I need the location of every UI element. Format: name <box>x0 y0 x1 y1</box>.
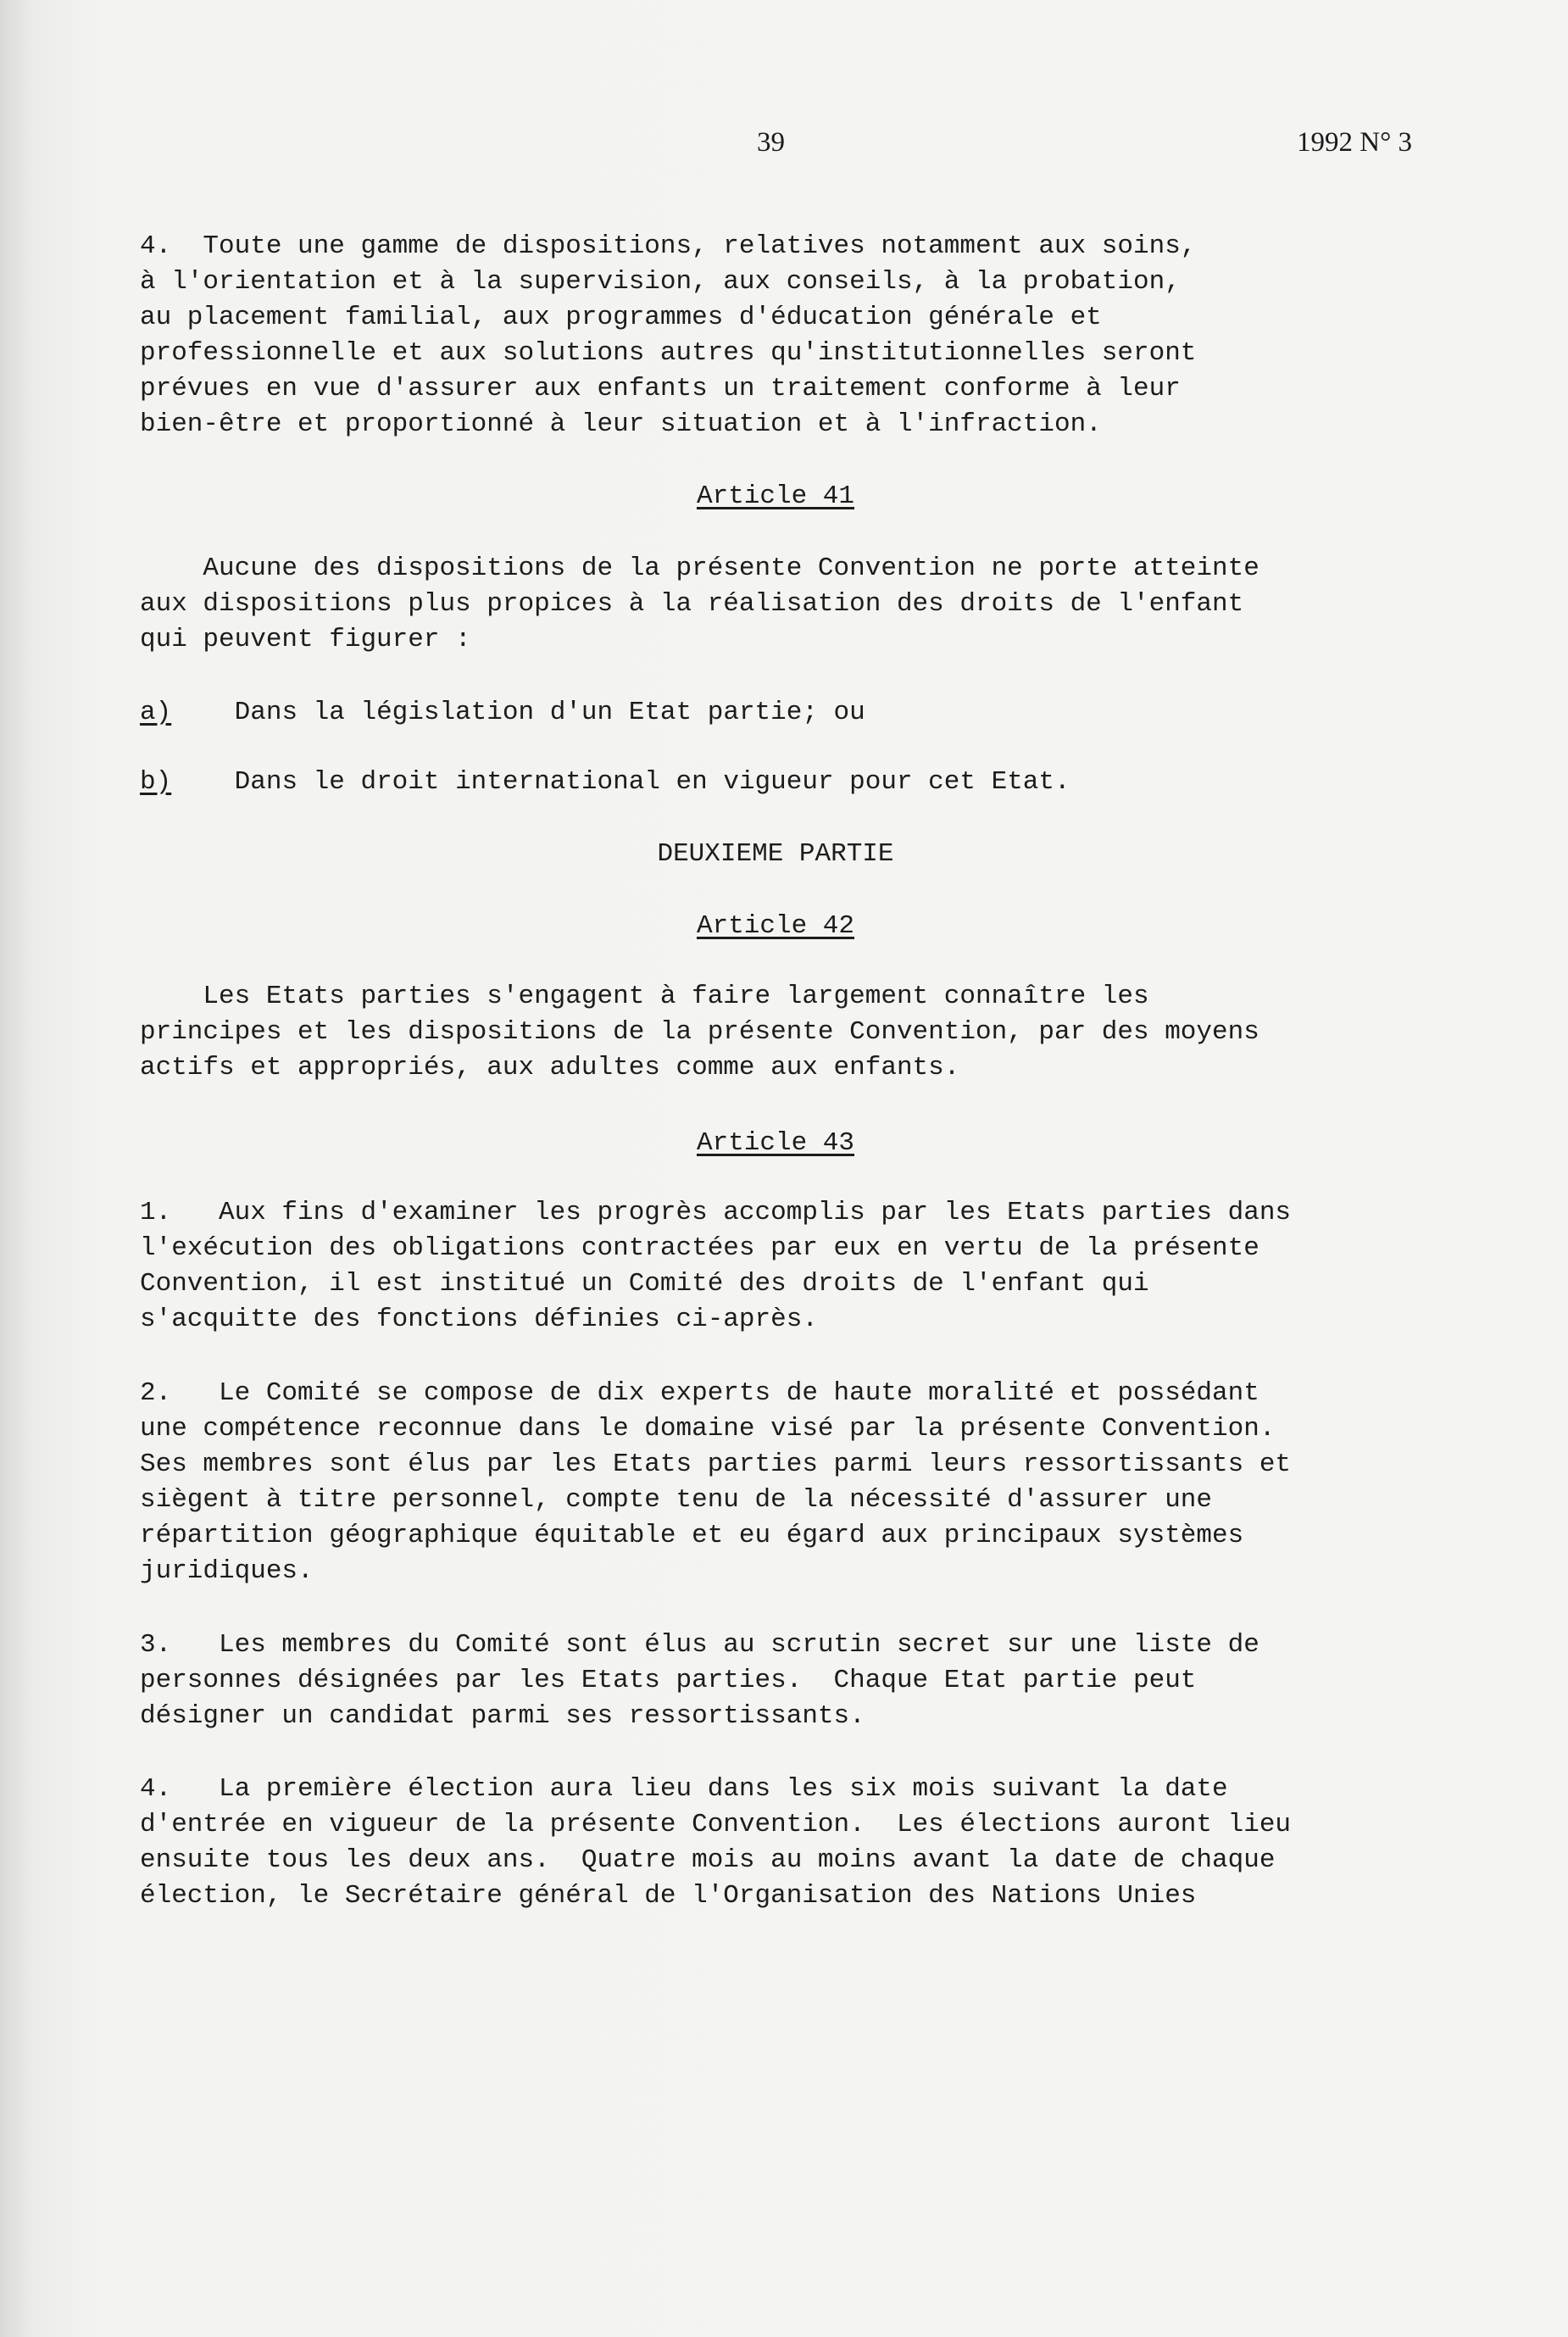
text-line: 4. La première élection aura lieu dans les six mois suivant la date <box>140 1774 1228 1804</box>
page-number: 39 <box>757 127 785 158</box>
article-41-item-b <box>140 765 1462 800</box>
text-line: principes et les dispositions de la présente Convention, par des moyens <box>140 1017 1259 1047</box>
document-reference: 1992 N° 3 <box>1297 127 1413 158</box>
text-line: 2. Le Comité se compose de dix experts de haute moralité et possédant <box>140 1378 1259 1408</box>
text-line: une compétence reconnue dans le domaine visé par la présente Convention. <box>140 1414 1276 1444</box>
article-43-heading: Article 43 <box>696 1128 855 1158</box>
article-41-item-a <box>140 695 1462 731</box>
text-line: bien-être et proportionné à leur situation et à l'infraction. <box>140 409 1102 439</box>
text-line: 1. Aux fins d'examiner les progrès accomplis par les Etats parties dans <box>140 1198 1292 1227</box>
article-42-heading: Article 42 <box>696 911 855 941</box>
text-line: l'exécution des obligations contractées par eux en vertu de la présente <box>140 1233 1259 1263</box>
article-43-para-4 <box>140 1772 1462 1914</box>
text-line: répartition géographique équitable et eu égard aux principaux systèmes <box>140 1521 1244 1550</box>
article-43-para-3 <box>140 1628 1462 1734</box>
article-41-intro <box>140 551 1462 658</box>
item-marker-b: b) <box>140 767 172 797</box>
part-heading: DEUXIEME PARTIE <box>657 839 894 869</box>
text-line: au placement familial, aux programmes d'éducation générale et <box>140 303 1102 332</box>
text-line: élection, le Secrétaire général de l'Organisation des Nations Unies <box>140 1881 1197 1911</box>
text-line: juridiques. <box>140 1556 314 1586</box>
text-line: Les Etats parties s'engagent à faire largement connaître les <box>140 982 1149 1011</box>
text-line: Ses membres sont élus par les Etats parties parmi leurs ressortissants et <box>140 1449 1292 1479</box>
text-line: ensuite tous les deux ans. Quatre mois au moins avant la date de chaque <box>140 1845 1276 1875</box>
text-line: professionnelle et aux solutions autres qu'institutionnelles seront <box>140 338 1197 368</box>
text-line: prévues en vue d'assurer aux enfants un traitement conforme à leur <box>140 374 1181 403</box>
text-line: 4. Toute une gamme de dispositions, relatives notamment aux soins, <box>140 231 1197 261</box>
text-line: Convention, il est institué un Comité des droits de l'enfant qui <box>140 1269 1149 1299</box>
article-41-heading: Article 41 <box>696 481 855 511</box>
paragraph-4-top <box>140 229 1462 442</box>
text-line: aux dispositions plus propices à la réalisation des droits de l'enfant <box>140 589 1244 619</box>
text-line: personnes désignées par les Etats parties. Chaque Etat partie peut <box>140 1666 1197 1695</box>
item-text-a: Dans la législation d'un Etat partie; ou <box>234 698 865 727</box>
text-line: qui peuvent figurer : <box>140 625 471 654</box>
text-line: d'entrée en vigueur de la présente Convention. Les élections auront lieu <box>140 1810 1292 1839</box>
text-line: s'acquitte des fonctions définies ci-après. <box>140 1305 818 1334</box>
item-text-b: Dans le droit international en vigueur pour cet Etat. <box>234 767 1070 797</box>
text-line: à l'orientation et à la supervision, aux conseils, à la probation, <box>140 267 1181 297</box>
article-42-text <box>140 979 1462 1086</box>
text-line: désigner un candidat parmi ses ressortissants. <box>140 1701 865 1731</box>
item-marker-a: a) <box>140 698 172 727</box>
text-line: siègent à titre personnel, compte tenu de la nécessité d'assurer une <box>140 1485 1213 1515</box>
article-43-para-2 <box>140 1376 1462 1589</box>
text-line: Aucune des dispositions de la présente Convention ne porte atteinte <box>140 554 1259 583</box>
article-43-para-1 <box>140 1195 1462 1338</box>
text-line: 3. Les membres du Comité sont élus au scrutin secret sur une liste de <box>140 1630 1259 1660</box>
text-line: actifs et appropriés, aux adultes comme aux enfants. <box>140 1053 960 1082</box>
